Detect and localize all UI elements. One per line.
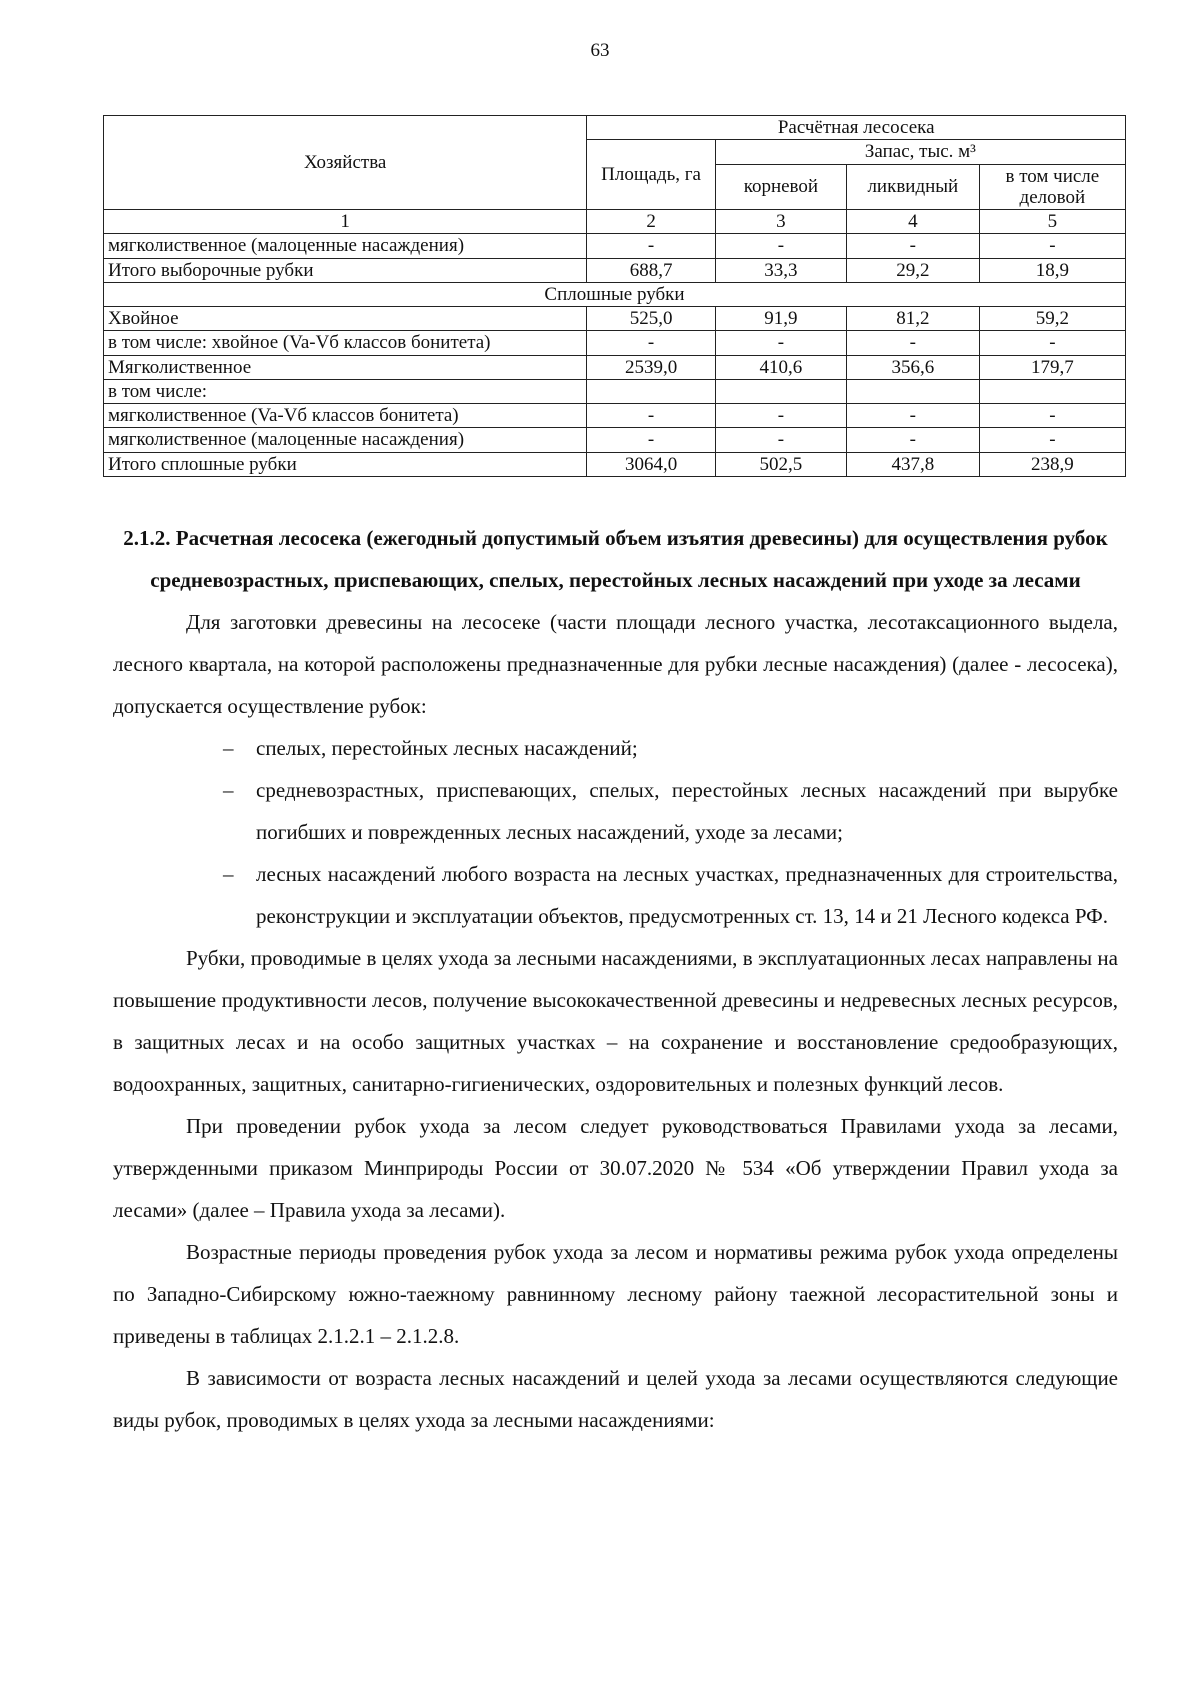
table-cell: 356,6 (846, 355, 979, 379)
table-cell: в том числе: хвойное (Va-Vб классов бонитета) (104, 331, 587, 355)
table-cell: 179,7 (979, 355, 1125, 379)
body-paragraph: Возрастные периоды проведения рубок ухода за лесом и нормативы режима рубок ухода определены по Западно-Сибирскому южно-таежному равнинному лесному району таежной лесорастительной зоны и приведены в таблицах 2.1.2.1 – 2.1.2.8. (113, 1240, 1118, 1348)
table-cell (587, 379, 715, 403)
header-liquid: ликвидный (846, 164, 979, 210)
table-row (104, 404, 1126, 428)
list-item (113, 727, 1118, 769)
table-cell: мягколиственное (малоценные насаждения) (104, 428, 587, 452)
table-row (104, 258, 1126, 282)
table-cell: мягколиственное (Va-Vб классов бонитета) (104, 404, 587, 428)
dash-bullet: – (223, 736, 234, 760)
table-cell: Мягколиственное (104, 355, 587, 379)
table-cell: 238,9 (979, 452, 1125, 476)
table-cell: мягколиственное (малоценные насаждения) (104, 234, 587, 258)
table-row (104, 307, 1126, 331)
table-cell: 29,2 (846, 258, 979, 282)
section-body (113, 517, 1118, 1441)
table-cell: в том числе: (104, 379, 587, 403)
table-cell: Итого выборочные рубки (104, 258, 587, 282)
dash-bullet: – (223, 862, 234, 886)
column-number-row (104, 210, 1126, 234)
page-number: 63 (590, 40, 610, 61)
table-cell: 688,7 (587, 258, 715, 282)
section-row (104, 282, 1126, 306)
table-cell: - (715, 331, 846, 355)
list-item-text: средневозрастных, приспевающих, спелых, перестойных лесных насаждений при вырубке погибших и поврежденных лесных насаждений, уходе за лесами; (256, 778, 1118, 844)
table-cell: - (846, 234, 979, 258)
table-cell: - (715, 428, 846, 452)
header-area: Площадь, га (587, 140, 715, 210)
table-cell: - (979, 234, 1125, 258)
body-paragraph: При проведении рубок ухода за лесом следует руководствоваться Правилами ухода за лесами, утвержденными приказом Минприроды России от 30.07.2020 № 534 «Об утверждении Правил ухода за лесами» (далее – Правила ухода за лесами). (113, 1114, 1118, 1222)
table-cell: - (979, 331, 1125, 355)
table-row (104, 379, 1126, 403)
table-cell: 3064,0 (587, 452, 715, 476)
table-cell: Хвойное (104, 307, 587, 331)
header-farms: Хозяйства (104, 116, 587, 210)
table-cell: 3 (715, 210, 846, 234)
list-item-text: лесных насаждений любого возраста на лесных участках, предназначенных для строительства, реконструкции и эксплуатации объектов, предусмотренных ст. 13, 14 и 21 Лесного кодекса РФ. (256, 862, 1118, 928)
table-cell: 81,2 (846, 307, 979, 331)
table-cell: - (715, 404, 846, 428)
table-cell: - (587, 404, 715, 428)
table-cell (846, 379, 979, 403)
table-row (104, 331, 1126, 355)
table-cell: 5 (979, 210, 1125, 234)
table-cell (979, 379, 1125, 403)
table-cell: - (715, 234, 846, 258)
table-cell: - (846, 428, 979, 452)
list-item (113, 769, 1118, 853)
table-cell: - (846, 331, 979, 355)
list-item-text: спелых, перестойных лесных насаждений; (256, 736, 638, 760)
allowable-cut-table (103, 115, 1126, 477)
table-row (104, 234, 1126, 258)
cut-types-list (113, 727, 1118, 937)
table-cell: - (846, 404, 979, 428)
table-cell: 4 (846, 210, 979, 234)
table-cell: 2539,0 (587, 355, 715, 379)
body-paragraph: Рубки, проводимые в целях ухода за лесными насаждениями, в эксплуатационных лесах направлены на повышение продуктивности лесов, получение высококачественной древесины и недревесных лесных ресурсов, в защитных лесах и на особо защитных участках – на сохранение и восстановление средообразующих, водоохранных, защитных, санитарно-гигиенических, оздоровительных и полезных функций лесов. (113, 946, 1118, 1096)
section-heading: 2.1.2. Расчетная лесосека (ежегодный допустимый объем изъятия древесины) для осуществления рубок средневозрастных, приспевающих, спелых, перестойных лесных насаждений при уходе за лесами (123, 526, 1108, 592)
table-cell: 2 (587, 210, 715, 234)
header-root: корневой (715, 164, 846, 210)
table-cell: 502,5 (715, 452, 846, 476)
intro-paragraph: Для заготовки древесины на лесосеке (части площади лесного участка, лесотаксационного выдела, лесного квартала, на которой расположены предназначенные для рубки лесные насаждения) (далее - лесосека), допускается осуществление рубок: (113, 610, 1118, 718)
list-item (113, 853, 1118, 937)
section-clear-cuts: Сплошные рубки (104, 282, 1126, 306)
table-cell: - (979, 404, 1125, 428)
table-row (104, 428, 1126, 452)
table-cell: 18,9 (979, 258, 1125, 282)
table-cell: 410,6 (715, 355, 846, 379)
table-cell: - (979, 428, 1125, 452)
table-cell: - (587, 428, 715, 452)
table-cell: Итого сплошные рубки (104, 452, 587, 476)
table-cell: 33,3 (715, 258, 846, 282)
body-paragraph: В зависимости от возраста лесных насаждений и целей ухода за лесами осуществляются следующие виды рубок, проводимых в целях ухода за лесными насаждениями: (113, 1366, 1118, 1432)
table-cell: - (587, 234, 715, 258)
header-stock: Запас, тыс. м³ (715, 140, 1125, 164)
table-cell: 525,0 (587, 307, 715, 331)
table-row (104, 452, 1126, 476)
table-row (104, 355, 1126, 379)
header-incl-business: в том числе деловой (979, 164, 1125, 210)
header-allowable-cut: Расчётная лесосека (587, 116, 1126, 140)
table-cell: 437,8 (846, 452, 979, 476)
table-cell: 59,2 (979, 307, 1125, 331)
table-cell: 91,9 (715, 307, 846, 331)
dash-bullet: – (223, 778, 234, 802)
table-cell (715, 379, 846, 403)
table-cell: - (587, 331, 715, 355)
table-cell: 1 (104, 210, 587, 234)
